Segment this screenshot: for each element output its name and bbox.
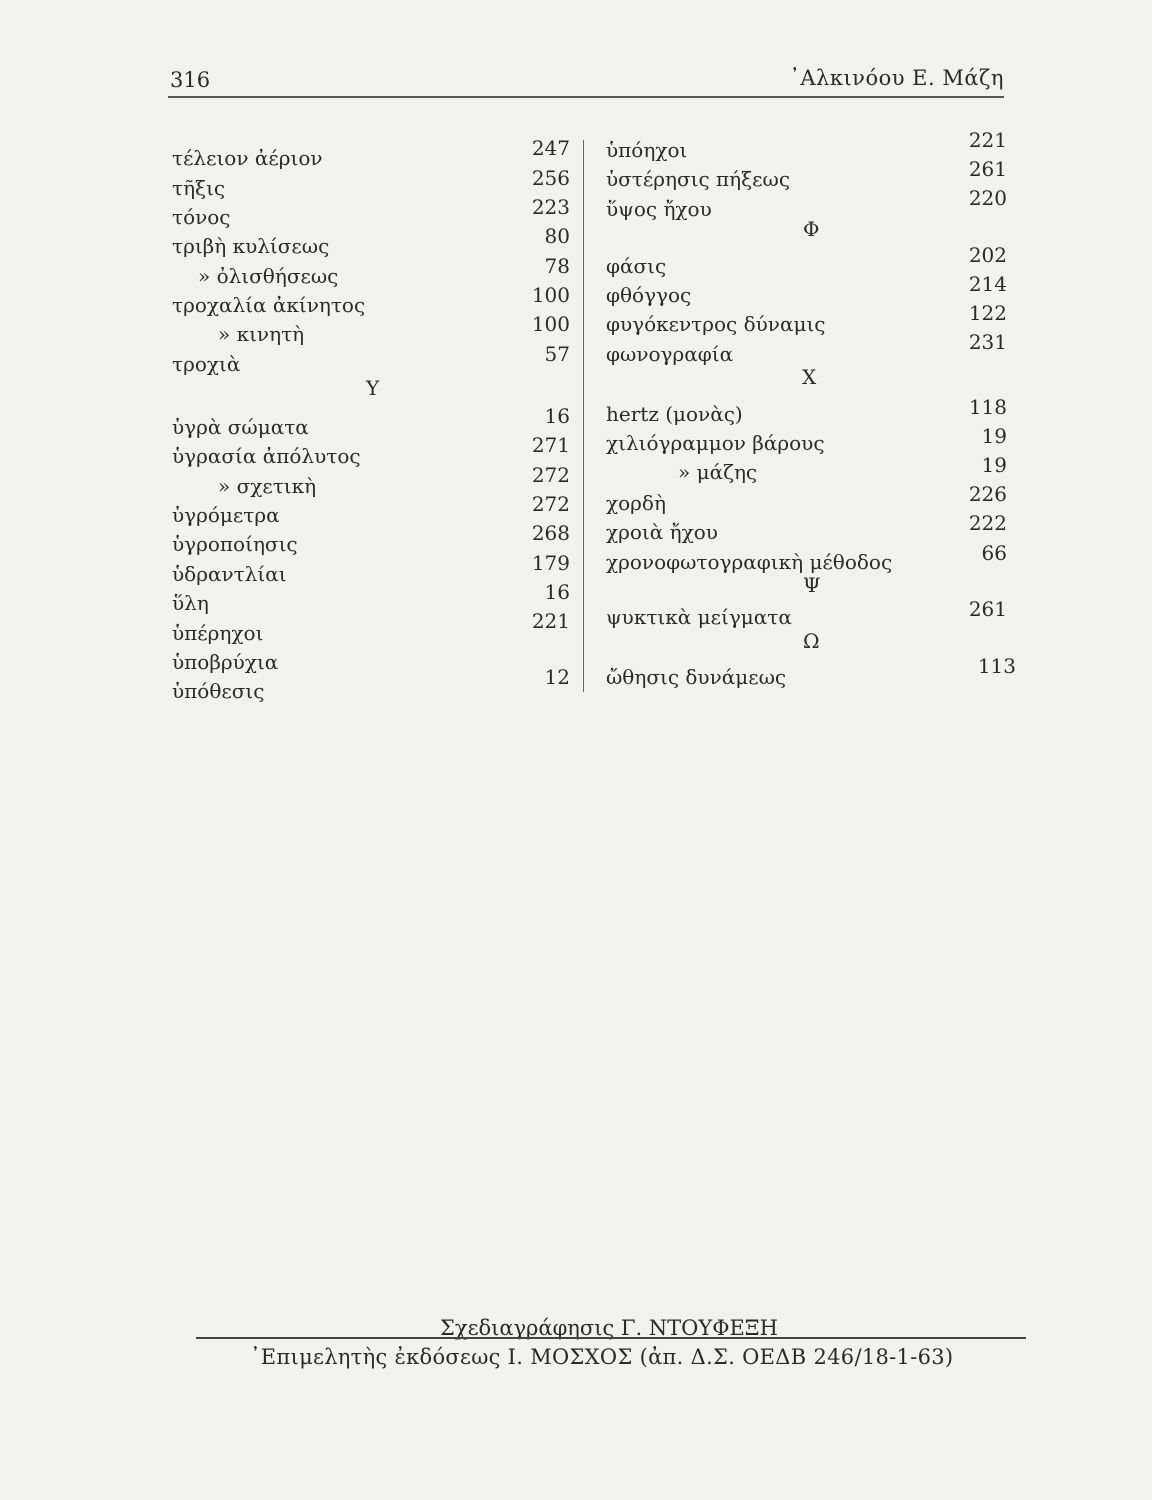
index-term: φυγόκεντρος δύναμις xyxy=(606,312,826,336)
column-divider xyxy=(583,140,584,692)
index-term: τῆξις xyxy=(172,176,226,200)
index-term: τροχιὰ xyxy=(172,352,241,376)
index-page: 261 xyxy=(968,597,1007,621)
header-rule xyxy=(168,96,1004,98)
index-page: 223 xyxy=(531,195,570,219)
index-term: φθόγγος xyxy=(606,283,692,307)
index-page: 66 xyxy=(981,541,1007,565)
index-page: 272 xyxy=(531,463,570,487)
index-page: 78 xyxy=(544,254,570,278)
index-term: » μάζης xyxy=(678,460,758,484)
index-term: φάσις xyxy=(606,254,667,278)
footer-editor-credit: ᾿Επιμελητὴς ἐκδόσεως Ι. ΜΟΣΧΟΣ (ἀπ. Δ.Σ. ΟΕΔΒ 246/18-1-63) xyxy=(250,1345,954,1369)
index-page: 247 xyxy=(531,136,570,160)
index-page: 256 xyxy=(531,166,570,190)
page-number: 316 xyxy=(170,68,211,92)
index-term: ὑπόθεσις xyxy=(172,679,265,703)
index-term: ὑπέρηχοι xyxy=(172,621,264,645)
index-term: ὑγρὰ σώματα xyxy=(172,415,309,439)
index-term: τέλειον ἀέριον xyxy=(172,146,323,170)
index-term: τριβὴ κυλίσεως xyxy=(172,234,330,258)
index-page: 261 xyxy=(968,157,1007,181)
section-letter: Υ xyxy=(366,376,380,400)
index-page: 221 xyxy=(968,128,1007,152)
index-page: 222 xyxy=(968,511,1007,535)
index-page: 16 xyxy=(544,580,570,604)
index-term: χορδὴ xyxy=(606,491,666,515)
index-term: » σχετικὴ xyxy=(218,474,317,498)
index-page: 118 xyxy=(968,395,1007,419)
index-page: 268 xyxy=(531,521,570,545)
index-term: τροχαλία ἀκίνητος xyxy=(172,293,366,317)
index-term: » κινητὴ xyxy=(218,322,305,346)
index-page: 220 xyxy=(968,186,1007,210)
index-page: 122 xyxy=(968,301,1007,325)
footer-rule xyxy=(196,1337,1026,1339)
index-page: 19 xyxy=(981,424,1007,448)
section-letter: Ω xyxy=(803,629,820,653)
index-page: 12 xyxy=(544,665,570,689)
index-page: 100 xyxy=(531,283,570,307)
index-term: ὑδραντλίαι xyxy=(172,562,287,586)
index-page: 16 xyxy=(544,404,570,428)
index-term: ὑπόηχοι xyxy=(606,138,688,162)
index-page: 221 xyxy=(531,609,570,633)
index-page: 214 xyxy=(968,272,1007,296)
index-page: 19 xyxy=(981,453,1007,477)
index-term: » ὀλισθήσεως xyxy=(198,264,339,288)
index-term: χιλιόγραμμον βάρους xyxy=(606,431,825,455)
index-page: 179 xyxy=(531,551,570,575)
index-term: ὕψος ἤχου xyxy=(606,197,712,221)
index-page: 80 xyxy=(544,224,570,248)
footer-designer-credit: Σχεδιαγράφησις Γ. ΝΤΟΥΦΕΞΗ xyxy=(440,1316,778,1340)
running-head: ᾿Αλκινόου Ε. Μάζη xyxy=(789,66,1004,90)
section-letter: Φ xyxy=(803,217,820,241)
index-term: ψυκτικὰ μείγματα xyxy=(606,605,792,629)
section-letter: Ψ xyxy=(803,573,821,597)
index-term: ὑγροποίησις xyxy=(172,532,298,556)
index-page: 272 xyxy=(531,492,570,516)
index-term: τόνος xyxy=(172,205,231,229)
index-term: ὑστέρησις πήξεως xyxy=(606,167,791,191)
index-page: 100 xyxy=(531,312,570,336)
index-term: χρονοφωτογραφικὴ μέθοδος xyxy=(606,550,893,574)
index-term: φωνογραφία xyxy=(606,342,734,366)
index-term: ὑγρόμετρα xyxy=(172,503,280,527)
index-term: χροιὰ ἤχου xyxy=(606,520,718,544)
index-term: hertz (μονὰς) xyxy=(606,402,743,426)
index-page: 202 xyxy=(968,243,1007,267)
index-page: 113 xyxy=(977,654,1016,678)
index-page: 271 xyxy=(531,433,570,457)
index-term: ὕλη xyxy=(172,591,209,615)
index-page: 226 xyxy=(968,482,1007,506)
section-letter: Χ xyxy=(802,365,817,389)
index-term: ὑγρασία ἀπόλυτος xyxy=(172,444,361,468)
index-term: ὤθησις δυνάμεως xyxy=(606,665,787,689)
index-term: ὑποβρύχια xyxy=(172,650,279,674)
index-page: 57 xyxy=(544,342,570,366)
index-page: 231 xyxy=(968,330,1007,354)
